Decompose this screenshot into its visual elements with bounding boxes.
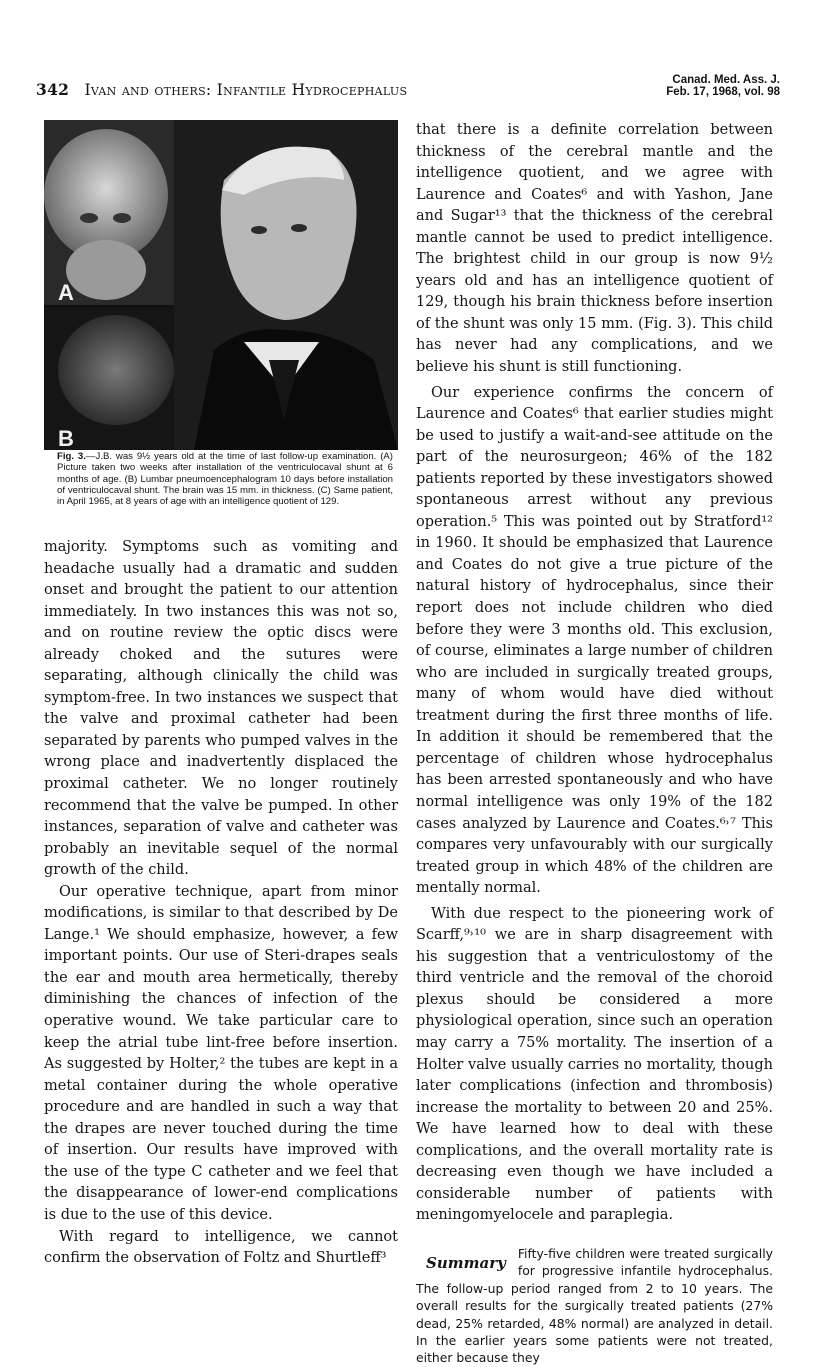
left-paragraph-3: With regard to intelligence, we cannot confirm the observation of Foltz and Shurtleff³ [44, 1228, 398, 1267]
summary-section [416, 1245, 773, 1367]
running-header [36, 74, 780, 108]
caption-label: Fig. 3. [57, 451, 86, 462]
right-paragraph-3: With due respect to the pioneering work of Scarff,⁹˒¹⁰ we are in sharp disagreement with his suggestion that a ventriculostomy of the third ventricle and the removal of the choroid plexus should be considered a more physiological operation, since such an operation may carry a 75% mortality. The insertion of a Holter valve usually carries no mortality, though later complications (infection and thrombosis) increase the mortality to between 20 and 25%. We have learned how to deal with these complications, and the overall mortality rate is decreasing even though we have included a considerable number of patients with meningomyelocele and paraplegia. [416, 905, 773, 1224]
page-number: 342 [36, 80, 70, 99]
right-paragraph-1: that there is a definite correlation between thickness of the cerebral mantle and the intelligence quotient, and we agree with Laurence and Coates⁶ and with Yashon, Jane and Sugar¹³ that the thickness of the cerebral mantle cannot be used to predict intelligence. The brightest child in our group is now 9½ years old and has an intelligence quotient of 129, though his brain thickness before insertion of the shunt was only 15 mm. (Fig. 3). This child has never had any complications, and we believe his shunt is still functioning. [416, 122, 773, 376]
figure-3-photo [44, 120, 398, 450]
figure-caption [57, 451, 393, 507]
left-paragraph-2: Our operative technique, apart from minor modifications, is similar to that described by De Lange.¹ We should emphasize, however, a few important points. Our use of Steri-drapes seals the ear and mouth area hermetically, thereby diminishing the chances of infection of the operative wound. We take particular care to keep the atrial tube lint-free before insertion. As suggested by Holter,² the tubes are kept in a metal container during the whole operative procedure and are handled in such a way that the drapes are never touched during the time of insertion. Our results have improved with the use of the type C catheter and we feel that the disappearance of lower-end complications is due to the use of this device. [44, 883, 398, 1223]
journal-issue: Feb. 17, 1968, vol. 98 [666, 86, 780, 98]
running-title: Ivan and others: Infantile Hydrocephalus [84, 81, 408, 99]
figure-3-image [44, 120, 398, 450]
summary-heading: Summary [426, 1253, 506, 1272]
pneumoencephalogram [58, 315, 174, 425]
summary-text: Fifty-five children were treated surgically for progressive infantile hydrocephalus. The follow-up period ranged from 2 to 10 years. The overall results for the surgically treated patients (27% dead, 25% retarded, 48% normal) are analyzed in detail. In the earlier years some patients were not treated, either because they [416, 1245, 773, 1366]
journal-citation [666, 74, 780, 98]
caption-text: —J.B. was 9½ years old at the time of last follow-up examination. (A) Picture taken two weeks after installation of the ventriculocaval shunt at 6 months of age. (B) Lumbar pneumoencephalogram 10 days before installation of ventriculocaval shunt. The brain was 15 mm. in thickness. (C) Same patient, in April 1965, at 8 years of age with an intelligence quotient of 129. [57, 451, 393, 508]
figure-label-b: B [58, 426, 74, 450]
header-left [36, 80, 407, 99]
left-paragraph-1: majority. Symptoms such as vomiting and headache usually had a dramatic and sudden onset and brought the patient to our attention immediately. In two instances this was not so, and on routine review the optic discs were already choked and the sutures were separating, although clinically the child was symptom-free. In two instances we suspect that the valve and proximal catheter had been separated by parents who pumped valves in the wrong place and inadvertently displaced the proximal catheter. We no longer routinely recommend that the valve be pumped. In other instances, separation of valve and catheter was probably an inevitable sequel of the normal growth of the child. [44, 539, 398, 879]
journal-name: Canad. Med. Ass. J. [672, 74, 780, 86]
left-column [44, 537, 398, 1270]
figure-label-a: A [58, 280, 74, 305]
right-paragraph-2: Our experience confirms the concern of Laurence and Coates⁶ that earlier studies might be used to justify a wait-and-see attitude on the part of the neurosurgeon; 46% of the 182 patients reported by these investigators showed spontaneous arrest without any previous operation.⁵ This was pointed out by Stratford¹² in 1960. It should be emphasized that Laurence and Coates do not give a true picture of the natural history of hydrocephalus, since their report does not include children who died before they were 3 months old. This exclusion, of course, eliminates a large number of children who are included in surgically treated groups, many of whom would have died without treatment during the first three months of life. In addition it should be remembered that the percentage of children whose hydrocephalus has been arrested spontaneously and who have normal intelligence was only 19% of the 182 cases analyzed by Laurence and Coates.⁶˒⁷ This compares very unfavourably with our surgically treated group in which 48% of the children are mentally normal. [416, 384, 773, 897]
right-column [416, 120, 773, 1367]
